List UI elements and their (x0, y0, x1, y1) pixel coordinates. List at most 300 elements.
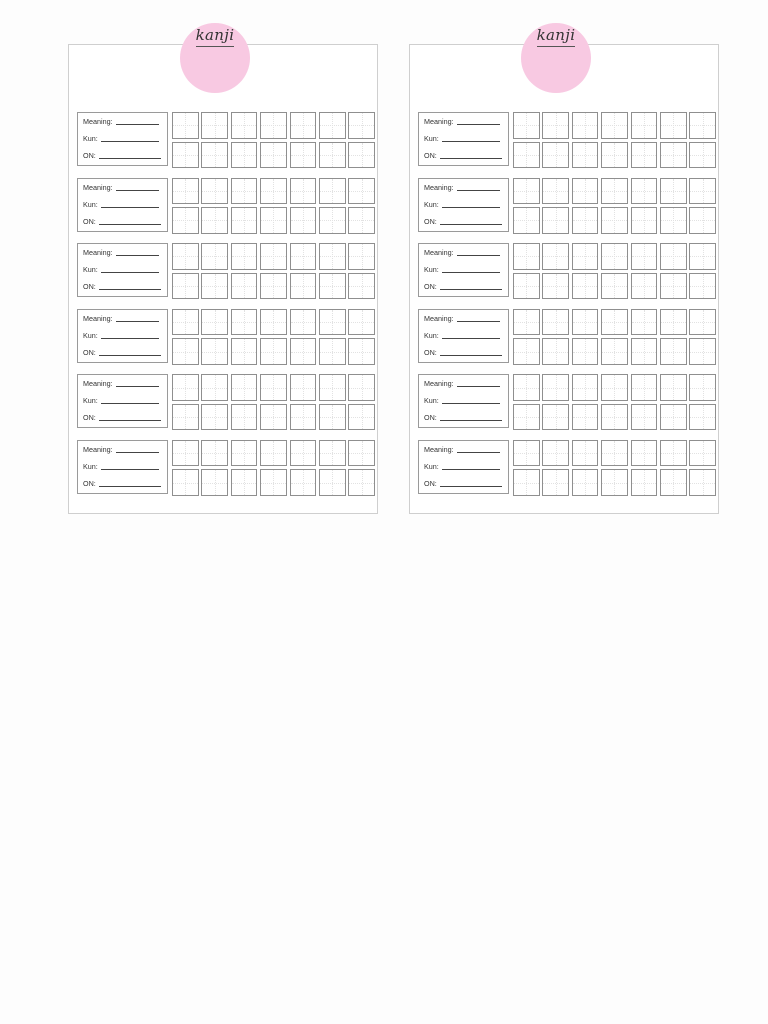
title-badge (521, 23, 591, 93)
meaning-field[interactable] (83, 379, 159, 388)
kun-field[interactable] (424, 265, 500, 274)
practice-cell[interactable] (172, 440, 199, 467)
meaning-blank-line (116, 190, 159, 191)
practice-cell[interactable] (572, 207, 599, 234)
practice-cell[interactable] (319, 309, 346, 336)
kun-field[interactable] (424, 200, 500, 209)
on-field[interactable] (83, 217, 161, 226)
practice-cell[interactable] (348, 374, 375, 401)
practice-cell[interactable] (172, 273, 199, 300)
practice-cell[interactable] (542, 142, 569, 169)
practice-cell[interactable] (260, 404, 287, 431)
practice-cell[interactable] (572, 178, 599, 205)
practice-cell[interactable] (231, 178, 258, 205)
practice-cell[interactable] (231, 243, 258, 270)
kanji-entry (418, 440, 714, 496)
kun-blank-line (101, 338, 159, 339)
on-blank-line (440, 289, 502, 290)
practice-cell[interactable] (319, 112, 346, 139)
practice-cell[interactable] (601, 207, 628, 234)
kun-blank-line (101, 403, 159, 404)
practice-cell[interactable] (631, 273, 658, 300)
kanji-worksheet-right (409, 26, 719, 514)
kun-blank-line (442, 338, 500, 339)
practice-cell[interactable] (348, 207, 375, 234)
practice-cell[interactable] (689, 404, 716, 431)
on-label: ON: (83, 478, 96, 488)
practice-cell[interactable] (689, 112, 716, 139)
practice-cell[interactable] (290, 243, 317, 270)
practice-cell[interactable] (260, 440, 287, 467)
practice-cell[interactable] (348, 309, 375, 336)
practice-cell[interactable] (513, 338, 540, 365)
meaning-label: Meaning: (83, 117, 113, 126)
practice-cell[interactable] (201, 178, 228, 205)
practice-cell[interactable] (231, 309, 258, 336)
practice-cell[interactable] (319, 440, 346, 467)
meaning-label: Meaning: (83, 248, 113, 258)
practice-cell[interactable] (201, 338, 228, 365)
practice-cell[interactable] (660, 469, 687, 496)
practice-grid (513, 243, 712, 299)
kanji-entry (77, 243, 373, 299)
practice-grid (513, 374, 712, 430)
practice-cell[interactable] (572, 404, 599, 431)
practice-cell[interactable] (631, 338, 658, 365)
practice-cell[interactable] (660, 273, 687, 300)
practice-cell[interactable] (601, 112, 628, 139)
practice-grid (172, 440, 371, 496)
practice-cell[interactable] (601, 374, 628, 401)
practice-cell[interactable] (513, 207, 540, 234)
practice-cell[interactable] (172, 207, 199, 234)
kun-label: Kun: (83, 461, 98, 471)
practice-cell[interactable] (572, 309, 599, 336)
practice-cell[interactable] (631, 243, 658, 270)
practice-cell[interactable] (513, 309, 540, 336)
practice-cell[interactable] (260, 142, 287, 169)
practice-cell[interactable] (601, 338, 628, 365)
practice-cell[interactable] (689, 243, 716, 270)
kanji-entry (77, 178, 373, 234)
practice-cell[interactable] (231, 112, 258, 139)
meaning-field[interactable] (83, 445, 159, 454)
practice-cell[interactable] (172, 404, 199, 431)
on-field[interactable] (424, 282, 502, 291)
practice-cell[interactable] (660, 440, 687, 467)
practice-cell[interactable] (172, 374, 199, 401)
practice-cell[interactable] (290, 112, 317, 139)
title-underline (196, 46, 234, 47)
practice-cell[interactable] (348, 273, 375, 300)
practice-cell[interactable] (601, 309, 628, 336)
practice-cell[interactable] (260, 374, 287, 401)
practice-cell[interactable] (260, 273, 287, 300)
kun-label: Kun: (83, 330, 98, 340)
meaning-blank-line (457, 255, 500, 256)
practice-cell[interactable] (513, 178, 540, 205)
practice-cell[interactable] (260, 112, 287, 139)
meaning-field[interactable] (83, 117, 159, 126)
meaning-blank-line (457, 452, 500, 453)
on-label: ON: (424, 216, 437, 226)
practice-cell[interactable] (348, 338, 375, 365)
on-field[interactable] (424, 217, 502, 226)
worksheet-title: kanji (195, 26, 235, 44)
practice-cell[interactable] (689, 374, 716, 401)
kanji-entry (77, 440, 373, 496)
practice-cell[interactable] (572, 469, 599, 496)
meaning-field[interactable] (83, 314, 159, 323)
practice-cell[interactable] (290, 309, 317, 336)
practice-cell[interactable] (172, 309, 199, 336)
kun-blank-line (101, 272, 159, 273)
on-label: ON: (83, 347, 96, 357)
meaning-blank-line (457, 321, 500, 322)
practice-cell[interactable] (201, 243, 228, 270)
practice-cell[interactable] (201, 469, 228, 496)
practice-cell[interactable] (601, 178, 628, 205)
kun-label: Kun: (424, 134, 439, 143)
meaning-blank-line (116, 124, 159, 125)
kanji-info-box (77, 374, 168, 428)
on-blank-line (99, 486, 161, 487)
practice-cell[interactable] (290, 273, 317, 300)
practice-cell[interactable] (231, 469, 258, 496)
practice-cell[interactable] (542, 112, 569, 139)
kun-field[interactable] (424, 134, 500, 143)
practice-cell[interactable] (348, 469, 375, 496)
practice-cell[interactable] (201, 404, 228, 431)
practice-cell[interactable] (542, 440, 569, 467)
practice-cell[interactable] (689, 207, 716, 234)
practice-cell[interactable] (319, 374, 346, 401)
practice-cell[interactable] (601, 404, 628, 431)
kun-label: Kun: (83, 134, 98, 143)
practice-cell[interactable] (290, 338, 317, 365)
practice-cell[interactable] (201, 374, 228, 401)
kun-blank-line (442, 207, 500, 208)
practice-cell[interactable] (513, 469, 540, 496)
practice-cell[interactable] (631, 374, 658, 401)
on-field[interactable] (83, 282, 161, 291)
kun-blank-line (442, 403, 500, 404)
kanji-info-box (77, 112, 168, 166)
practice-cell[interactable] (660, 404, 687, 431)
practice-cell[interactable] (201, 309, 228, 336)
practice-cell[interactable] (348, 404, 375, 431)
practice-cell[interactable] (348, 142, 375, 169)
meaning-field[interactable] (424, 183, 500, 192)
kanji-entry (77, 112, 373, 168)
practice-cell[interactable] (172, 469, 199, 496)
kun-field[interactable] (83, 200, 159, 209)
meaning-label: Meaning: (83, 313, 113, 323)
meaning-field[interactable] (83, 183, 159, 192)
practice-cell[interactable] (513, 243, 540, 270)
kanji-worksheet-left (68, 26, 378, 514)
practice-cell[interactable] (319, 207, 346, 234)
practice-cell[interactable] (542, 178, 569, 205)
practice-cell[interactable] (542, 207, 569, 234)
practice-cell[interactable] (231, 338, 258, 365)
meaning-field[interactable] (83, 248, 159, 257)
practice-cell[interactable] (201, 112, 228, 139)
kanji-info-box (77, 243, 168, 297)
on-blank-line (440, 420, 502, 421)
kun-field[interactable] (83, 396, 159, 405)
practice-cell[interactable] (689, 309, 716, 336)
practice-cell[interactable] (660, 178, 687, 205)
kun-blank-line (442, 469, 500, 470)
practice-cell[interactable] (319, 469, 346, 496)
on-field[interactable] (424, 151, 502, 160)
kun-field[interactable] (83, 462, 159, 471)
on-field[interactable] (83, 479, 161, 488)
on-label: ON: (83, 282, 96, 292)
practice-cell[interactable] (660, 142, 687, 169)
practice-cell[interactable] (572, 440, 599, 467)
practice-cell[interactable] (231, 142, 258, 169)
kun-field[interactable] (83, 331, 159, 340)
practice-cell[interactable] (290, 142, 317, 169)
practice-cell[interactable] (542, 243, 569, 270)
kanji-entry (77, 374, 373, 430)
on-label: ON: (424, 282, 437, 292)
on-field[interactable] (424, 479, 502, 488)
practice-cell[interactable] (290, 178, 317, 205)
meaning-blank-line (116, 386, 159, 387)
practice-grid (172, 178, 371, 234)
practice-cell[interactable] (201, 440, 228, 467)
kun-blank-line (442, 272, 500, 273)
practice-cell[interactable] (660, 338, 687, 365)
practice-cell[interactable] (542, 469, 569, 496)
practice-cell[interactable] (260, 178, 287, 205)
practice-cell[interactable] (542, 374, 569, 401)
kun-label: Kun: (424, 199, 439, 209)
practice-cell[interactable] (542, 309, 569, 336)
kun-label: Kun: (424, 330, 439, 340)
meaning-blank-line (116, 321, 159, 322)
on-blank-line (99, 224, 161, 225)
practice-cell[interactable] (689, 178, 716, 205)
practice-cell[interactable] (348, 178, 375, 205)
on-field[interactable] (424, 413, 502, 422)
practice-cell[interactable] (601, 440, 628, 467)
meaning-field[interactable] (424, 445, 500, 454)
practice-grid (172, 112, 371, 168)
practice-cell[interactable] (631, 142, 658, 169)
on-field[interactable] (83, 151, 161, 160)
kanji-info-box (418, 178, 509, 232)
on-blank-line (99, 355, 161, 356)
practice-cell[interactable] (172, 243, 199, 270)
practice-cell[interactable] (513, 374, 540, 401)
meaning-blank-line (457, 386, 500, 387)
meaning-field[interactable] (424, 314, 500, 323)
practice-cell[interactable] (572, 142, 599, 169)
practice-cell[interactable] (542, 273, 569, 300)
kanji-entry-list (77, 112, 373, 506)
practice-cell[interactable] (631, 469, 658, 496)
practice-cell[interactable] (231, 374, 258, 401)
meaning-label: Meaning: (424, 117, 454, 126)
kun-label: Kun: (424, 265, 439, 275)
title-badge (180, 23, 250, 93)
practice-cell[interactable] (319, 273, 346, 300)
kun-field[interactable] (83, 134, 159, 143)
on-blank-line (440, 486, 502, 487)
practice-cell[interactable] (231, 440, 258, 467)
kun-blank-line (101, 141, 159, 142)
practice-cell[interactable] (290, 207, 317, 234)
practice-cell[interactable] (601, 142, 628, 169)
practice-cell[interactable] (231, 273, 258, 300)
practice-cell[interactable] (631, 309, 658, 336)
meaning-label: Meaning: (424, 313, 454, 323)
practice-cell[interactable] (660, 374, 687, 401)
practice-cell[interactable] (319, 178, 346, 205)
practice-cell[interactable] (660, 243, 687, 270)
meaning-field[interactable] (424, 117, 500, 126)
kanji-info-box (418, 243, 509, 297)
meaning-label: Meaning: (83, 182, 113, 192)
practice-grid (513, 112, 712, 168)
kun-field[interactable] (424, 331, 500, 340)
practice-cell[interactable] (319, 142, 346, 169)
practice-cell[interactable] (319, 243, 346, 270)
practice-cell[interactable] (572, 273, 599, 300)
practice-cell[interactable] (201, 273, 228, 300)
meaning-label: Meaning: (83, 444, 113, 454)
practice-cell[interactable] (689, 338, 716, 365)
practice-cell[interactable] (260, 207, 287, 234)
practice-cell[interactable] (689, 142, 716, 169)
meaning-blank-line (457, 124, 500, 125)
practice-cell[interactable] (601, 469, 628, 496)
practice-cell[interactable] (631, 112, 658, 139)
practice-cell[interactable] (660, 112, 687, 139)
practice-cell[interactable] (348, 112, 375, 139)
practice-cell[interactable] (513, 440, 540, 467)
kanji-entry (418, 243, 714, 299)
on-label: ON: (83, 216, 96, 226)
practice-cell[interactable] (572, 374, 599, 401)
practice-cell[interactable] (348, 440, 375, 467)
practice-cell[interactable] (601, 273, 628, 300)
meaning-label: Meaning: (83, 379, 113, 389)
on-blank-line (440, 355, 502, 356)
practice-cell[interactable] (542, 338, 569, 365)
practice-cell[interactable] (172, 142, 199, 169)
kun-field[interactable] (83, 265, 159, 274)
practice-cell[interactable] (290, 469, 317, 496)
practice-cell[interactable] (689, 273, 716, 300)
practice-cell[interactable] (201, 142, 228, 169)
on-label: ON: (424, 413, 437, 423)
on-blank-line (99, 158, 161, 159)
practice-grid (513, 440, 712, 496)
kanji-info-box (77, 178, 168, 232)
practice-cell[interactable] (513, 142, 540, 169)
practice-cell[interactable] (572, 243, 599, 270)
on-blank-line (99, 289, 161, 290)
practice-cell[interactable] (172, 178, 199, 205)
practice-cell[interactable] (631, 404, 658, 431)
practice-cell[interactable] (172, 112, 199, 139)
practice-cell[interactable] (201, 207, 228, 234)
practice-cell[interactable] (689, 440, 716, 467)
kun-field[interactable] (424, 396, 500, 405)
practice-cell[interactable] (660, 207, 687, 234)
kun-blank-line (442, 141, 500, 142)
meaning-label: Meaning: (424, 182, 454, 192)
kanji-entry (418, 178, 714, 234)
kanji-entry (77, 309, 373, 365)
practice-cell[interactable] (231, 207, 258, 234)
practice-cell[interactable] (290, 404, 317, 431)
practice-cell[interactable] (513, 112, 540, 139)
kun-label: Kun: (83, 199, 98, 209)
on-label: ON: (83, 413, 96, 423)
practice-cell[interactable] (689, 469, 716, 496)
practice-cell[interactable] (348, 243, 375, 270)
kun-field[interactable] (424, 462, 500, 471)
on-field[interactable] (83, 413, 161, 422)
practice-cell[interactable] (260, 338, 287, 365)
on-label: ON: (424, 347, 437, 357)
kun-label: Kun: (424, 396, 439, 406)
meaning-field[interactable] (424, 248, 500, 257)
practice-cell[interactable] (260, 309, 287, 336)
kun-label: Kun: (424, 461, 439, 471)
on-label: ON: (424, 151, 437, 160)
practice-cell[interactable] (631, 207, 658, 234)
kanji-entry (418, 112, 714, 168)
practice-cell[interactable] (601, 243, 628, 270)
practice-cell[interactable] (260, 469, 287, 496)
on-field[interactable] (424, 348, 502, 357)
practice-cell[interactable] (513, 273, 540, 300)
practice-cell[interactable] (319, 338, 346, 365)
practice-cell[interactable] (513, 404, 540, 431)
on-field[interactable] (83, 348, 161, 357)
kanji-info-box (418, 309, 509, 363)
practice-cell[interactable] (631, 440, 658, 467)
kun-blank-line (101, 207, 159, 208)
meaning-field[interactable] (424, 379, 500, 388)
meaning-blank-line (116, 452, 159, 453)
practice-grid (513, 178, 712, 234)
practice-cell[interactable] (631, 178, 658, 205)
kanji-entry-list (418, 112, 714, 506)
practice-cell[interactable] (290, 374, 317, 401)
practice-grid (513, 309, 712, 365)
practice-grid (172, 309, 371, 365)
practice-cell[interactable] (542, 404, 569, 431)
practice-cell[interactable] (572, 338, 599, 365)
practice-cell[interactable] (660, 309, 687, 336)
practice-cell[interactable] (260, 243, 287, 270)
on-blank-line (440, 224, 502, 225)
practice-cell[interactable] (172, 338, 199, 365)
practice-cell[interactable] (319, 404, 346, 431)
practice-cell[interactable] (231, 404, 258, 431)
meaning-blank-line (457, 190, 500, 191)
practice-cell[interactable] (572, 112, 599, 139)
practice-cell[interactable] (290, 440, 317, 467)
